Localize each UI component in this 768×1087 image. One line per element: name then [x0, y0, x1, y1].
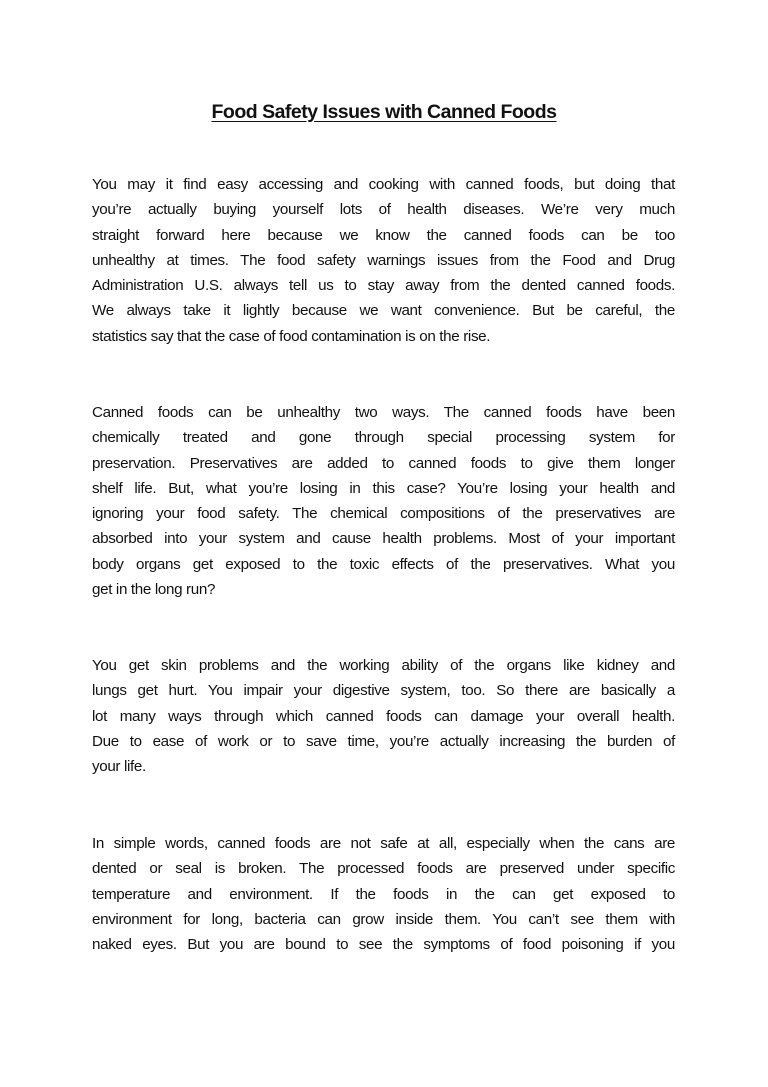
paragraph-line: lungs get hurt. You impair your digestive system, too. So there are basically a: [92, 682, 675, 700]
paragraph-2: [92, 400, 675, 602]
paragraph-line: chemically treated and gone through special processing system for: [92, 429, 675, 447]
paragraph-4: [92, 831, 675, 957]
document-title-text: Food Safety Issues with Canned Foods: [211, 101, 557, 123]
paragraph-line: preservation. Preservatives are added to canned foods to give them longer: [92, 454, 675, 472]
paragraph-line: temperature and environment. If the foods in the can get exposed to: [92, 885, 675, 903]
paragraph-line: You get skin problems and the working ability of the organs like kidney and: [92, 657, 675, 674]
paragraph-line: Canned foods can be unhealthy two ways. The canned foods have been: [92, 404, 675, 421]
paragraph-line: statistics say that the case of food contamination is on the rise.: [92, 327, 491, 345]
paragraph-line: Due to ease of work or to save time, you’re actually increasing the burden of: [92, 732, 675, 750]
paragraph-line: get in the long run?: [92, 581, 216, 599]
paragraph-line: You may it find easy accessing and cooking with canned foods, but doing that: [92, 176, 675, 193]
paragraph-line: Administration U.S. always tell us to stay away from the dented canned foods.: [92, 277, 675, 295]
paragraph-line: your life.: [92, 758, 146, 776]
paragraph-line: ignoring your food safety. The chemical compositions of the preservatives are: [92, 505, 675, 523]
paragraph-line: We always take it lightly because we want convenience. But be careful, the: [92, 302, 675, 320]
paragraph-line: dented or seal is broken. The processed foods are preserved under specific: [92, 860, 675, 878]
paragraph-line: unhealthy at times. The food safety warnings issues from the Food and Drug: [92, 251, 675, 269]
paragraph-3: [92, 653, 675, 779]
paragraph-line: you’re actually buying yourself lots of health diseases. We’re very much: [92, 201, 675, 219]
paragraph-1: [92, 172, 675, 349]
paragraph-line: absorbed into your system and cause health problems. Most of your important: [92, 530, 675, 548]
paragraph-line: lot many ways through which canned foods can damage your overall health.: [92, 707, 675, 725]
paragraph-line: In simple words, canned foods are not safe at all, especially when the cans are: [92, 835, 675, 852]
paragraph-line: environment for long, bacteria can grow inside them. You can’t see them with: [92, 910, 675, 928]
paragraph-line: naked eyes. But you are bound to see the symptoms of food poisoning if you: [92, 936, 675, 954]
document-title: [0, 99, 768, 125]
paragraph-line: shelf life. But, what you’re losing in this case? You’re losing your health and: [92, 479, 675, 497]
paragraph-line: body organs get exposed to the toxic effects of the preservatives. What you: [92, 555, 675, 573]
paragraph-line: straight forward here because we know the canned foods can be too: [92, 226, 675, 244]
